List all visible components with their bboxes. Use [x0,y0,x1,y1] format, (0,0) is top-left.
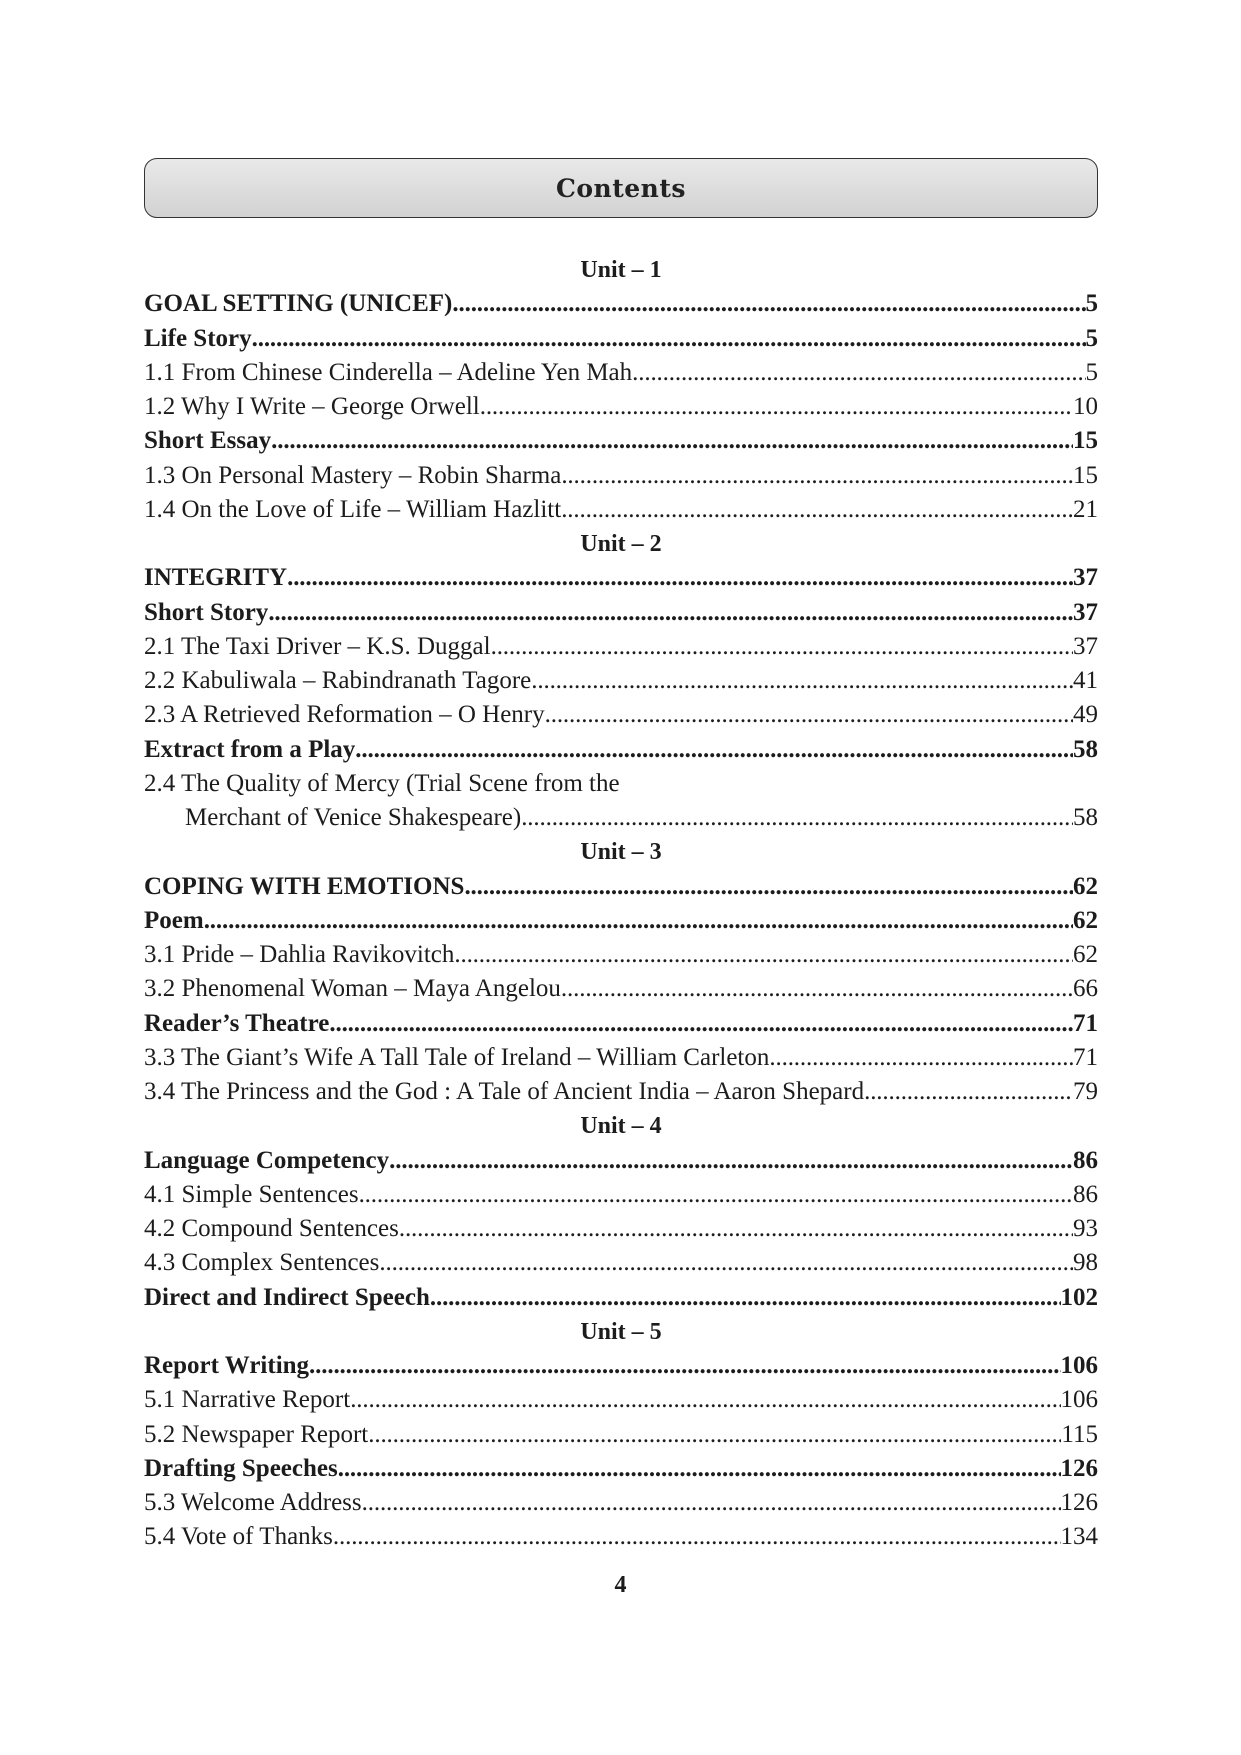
dot-leader [309,1349,1060,1383]
toc-chapter-entry [144,1246,1098,1280]
entry-page-number: 93 [1073,1215,1098,1242]
toc-chapter-entry [144,1075,1098,1109]
entry-page-number: 5 [1085,324,1098,352]
toc-chapter-entry [144,390,1098,424]
dot-leader [359,1178,1073,1212]
dot-leader [333,1520,1061,1554]
toc-chapter-entry [144,1520,1098,1554]
entry-title: GOAL SETTING (UNICEF) [144,290,453,318]
toc-chapter-entry [144,972,1098,1006]
entry-page-number: 10 [1073,393,1098,420]
contents-header-box [144,158,1098,218]
toc-chapter-entry [144,356,1098,390]
toc-chapter-entry [144,1212,1098,1246]
dot-leader [362,1486,1061,1520]
dot-leader [287,561,1073,595]
entry-page-number: 62 [1073,872,1098,900]
dot-leader [271,424,1073,458]
toc-chapter-entry [144,664,1098,698]
entry-title: 2.2 Kabuliwala – Rabindranath Tagore [144,667,532,694]
entry-title: COPING WITH EMOTIONS [144,872,465,900]
entry-page-number: 126 [1060,1489,1098,1516]
toc-section-entry [144,1281,1098,1315]
entry-title: 2.1 The Taxi Driver – K.S. Duggal [144,632,491,660]
unit-heading: Unit – 4 [580,1113,662,1140]
entry-page-number: 98 [1073,1249,1098,1277]
dot-leader [491,630,1073,664]
entry-title: 5.2 Newspaper Report [144,1420,369,1448]
entry-page-number: 126 [1060,1454,1098,1482]
dot-leader [379,1246,1073,1280]
unit-heading: Unit – 3 [580,839,662,866]
toc-chapter-entry [144,938,1098,972]
entry-page-number: 41 [1073,667,1098,694]
entry-page-number: 106 [1060,1352,1098,1379]
entry-page-number: 86 [1073,1180,1098,1208]
dot-leader [204,904,1073,938]
entry-page-number: 15 [1073,461,1098,489]
entry-page-number: 62 [1073,906,1098,934]
entry-title: Extract from a Play [144,735,356,763]
entry-page-number: 66 [1073,975,1098,1003]
dot-leader [350,1383,1060,1417]
entry-title: 3.3 The Giant’s Wife A Tall Tale of Ireland – William Carleton [144,1043,770,1071]
dot-leader [864,1075,1073,1109]
dot-leader [632,356,1085,390]
entry-page-number: 115 [1061,1420,1098,1448]
dot-leader [769,1041,1073,1075]
toc-entry-continuation [144,801,1098,835]
dot-leader [480,390,1073,424]
dot-leader [399,1212,1073,1246]
entry-title: 3.1 Pride – Dahlia Ravikovitch [144,941,455,968]
entry-title: Language Competency [144,1146,390,1174]
entry-title: 4.3 Complex Sentences [144,1249,380,1277]
entry-title: 4.1 Simple Sentences [144,1180,359,1208]
unit-heading: Unit – 1 [580,257,662,283]
entry-title: Direct and Indirect Speech [144,1283,430,1311]
entry-title: Life Story [144,324,252,352]
toc-section-entry [144,322,1098,356]
entry-title: 1.3 On Personal Mastery – Robin Sharma [144,461,562,489]
dot-leader [454,938,1073,972]
dot-leader [355,733,1073,767]
entry-page-number: 71 [1073,1009,1098,1037]
entry-page-number: 62 [1073,941,1098,968]
page-title: Contents [555,173,686,203]
toc-chapter-entry [144,1418,1098,1452]
toc-chapter-entry [144,493,1098,527]
entry-title: 2.4 The Quality of Mercy (Trial Scene from the [144,769,620,797]
entry-page-number: 15 [1073,427,1098,455]
entry-title: INTEGRITY [144,564,288,592]
entry-title: 3.2 Phenomenal Woman – Maya Angelou [144,975,561,1003]
toc-section-entry [144,904,1098,938]
entry-title: Reader’s Theatre [144,1009,330,1037]
unit-heading: Unit – 2 [580,531,662,557]
entry-page-number: 79 [1073,1078,1098,1105]
entry-page-number: 58 [1073,735,1098,763]
entry-title: 2.3 A Retrieved Reformation – O Henry [144,701,545,729]
dot-leader [368,1418,1061,1452]
entry-page-number: 5 [1085,358,1098,386]
table-of-contents [144,253,1098,1555]
toc-section-entry [144,733,1098,767]
toc-chapter-entry [144,630,1098,664]
entry-title: 3.4 The Princess and the God : A Tale of Ancient India – Aaron Shepard [144,1078,865,1105]
toc-section-entry [144,870,1098,904]
entry-page-number: 37 [1073,564,1098,592]
toc-chapter-entry [144,1486,1098,1520]
entry-page-number: 49 [1073,701,1098,729]
dot-leader [452,287,1085,321]
toc-chapter-entry [144,1383,1098,1417]
page-number: 4 [614,1572,627,1598]
toc-chapter-entry [144,459,1098,493]
entry-title-continuation: Merchant of Venice Shakespeare) [185,804,522,831]
entry-page-number: 37 [1073,632,1098,660]
entry-page-number: 37 [1073,598,1098,626]
toc-chapter-entry [144,698,1098,732]
dot-leader [430,1281,1061,1315]
dot-leader [389,1144,1073,1178]
toc-section-entry [144,287,1098,321]
dot-leader [531,664,1073,698]
dot-leader [268,596,1073,630]
entry-title: Short Essay [144,427,272,455]
entry-title: 1.1 From Chinese Cinderella – Adeline Yen Mah [144,358,633,386]
entry-page-number: 58 [1073,804,1098,831]
dot-leader [561,972,1073,1006]
entry-title: 1.4 On the Love of Life – William Hazlitt [144,495,562,523]
toc-section-entry [144,596,1098,630]
entry-page-number: 5 [1085,290,1098,318]
dot-leader [252,322,1086,356]
entry-page-number: 21 [1073,495,1098,523]
entry-page-number: 102 [1060,1283,1098,1311]
entry-title: Drafting Speeches [144,1454,338,1482]
entry-title: Report Writing [144,1352,310,1379]
toc-chapter-entry [144,767,1098,801]
entry-page-number: 71 [1073,1043,1098,1071]
toc-section-entry [144,561,1098,595]
entry-title: Poem [144,906,204,934]
dot-leader [338,1452,1061,1486]
toc-section-entry [144,1349,1098,1383]
toc-chapter-entry [144,1178,1098,1212]
toc-section-entry [144,1452,1098,1486]
entry-page-number: 106 [1060,1386,1098,1414]
toc-section-entry [144,1007,1098,1041]
entry-page-number: 86 [1073,1146,1098,1174]
dot-leader [561,493,1073,527]
entry-title: Short Story [144,598,269,626]
entry-title: 4.2 Compound Sentences [144,1215,399,1242]
entry-title: 5.3 Welcome Address [144,1489,362,1516]
entry-title: 5.4 Vote of Thanks [144,1523,333,1551]
dot-leader [329,1007,1073,1041]
dot-leader [545,698,1073,732]
entry-page-number: 134 [1060,1523,1098,1551]
dot-leader [464,870,1073,904]
toc-section-entry [144,1144,1098,1178]
entry-title: 1.2 Why I Write – George Orwell [144,393,480,420]
toc-section-entry [144,424,1098,458]
unit-heading: Unit – 5 [580,1318,662,1345]
entry-title: 5.1 Narrative Report [144,1386,351,1414]
toc-chapter-entry [144,1041,1098,1075]
dot-leader [521,801,1073,835]
dot-leader [561,459,1073,493]
